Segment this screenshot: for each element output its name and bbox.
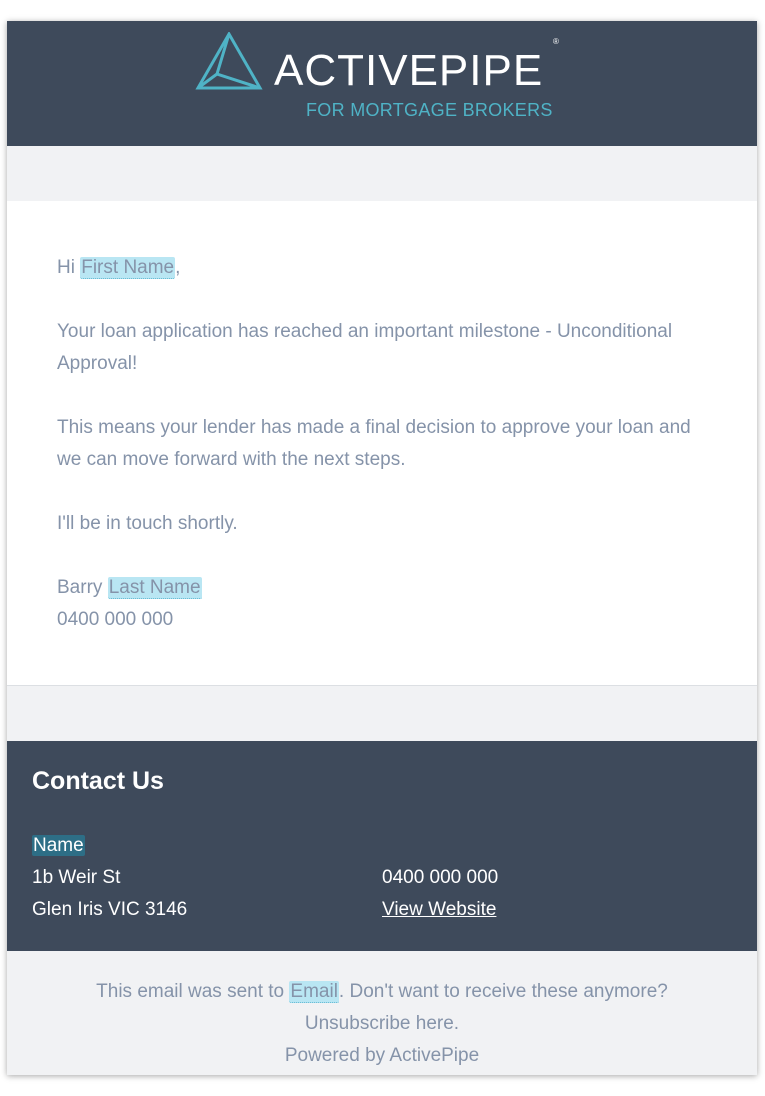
name-merge-tag[interactable]: Name: [33, 835, 84, 856]
greeting-comma: ,: [175, 257, 181, 278]
activepipe-logo-icon: [195, 32, 263, 92]
registered-mark: ®: [553, 37, 559, 46]
contact-title: Contact Us: [32, 767, 164, 795]
footer-dont-want: . Don't want to receive these anymore?: [338, 981, 668, 1002]
view-website-link[interactable]: View Website: [382, 899, 497, 920]
logo-subtitle: FOR MORTGAGE BROKERS: [306, 100, 553, 120]
contact-address-1: 1b Weir St: [32, 867, 121, 888]
unsubscribe-link[interactable]: Unsubscribe here.: [304, 1013, 460, 1034]
greeting-word: Hi: [57, 257, 75, 278]
email-footer: [7, 951, 757, 1075]
email-merge-tag[interactable]: Email: [290, 981, 338, 1002]
first-name-merge-tag[interactable]: First Name: [81, 257, 175, 278]
footer-sent-line: [7, 976, 757, 1008]
logo-wordmark: ACTIVEPIPE: [274, 46, 544, 95]
email-body: [7, 201, 757, 686]
spacer-bottom: [7, 686, 757, 741]
spacer-top: [7, 146, 757, 201]
paragraph-decision: This means your lender has made a final decision to approve your loan and we can move forward with the next steps.: [57, 417, 691, 470]
greeting-line: [57, 252, 717, 284]
contact-section: [7, 741, 757, 951]
contact-website-line: [382, 894, 496, 926]
contact-phone: 0400 000 000: [382, 867, 499, 888]
signature-first-name: Barry: [57, 577, 103, 598]
email-card: [7, 21, 757, 1075]
signature-phone: 0400 000 000: [57, 609, 174, 630]
email-header: [7, 21, 757, 146]
last-name-merge-tag[interactable]: Last Name: [108, 577, 201, 598]
signature-name: [57, 572, 717, 604]
contact-address-2: Glen Iris VIC 3146: [32, 899, 188, 920]
paragraph-touch: I'll be in touch shortly.: [57, 513, 238, 534]
paragraph-milestone: Your loan application has reached an important milestone - Unconditional Approval!: [57, 321, 673, 374]
powered-by: Powered by ActivePipe: [284, 1045, 480, 1066]
footer-sent-to: This email was sent to: [96, 981, 285, 1002]
contact-name-line: [32, 830, 85, 862]
